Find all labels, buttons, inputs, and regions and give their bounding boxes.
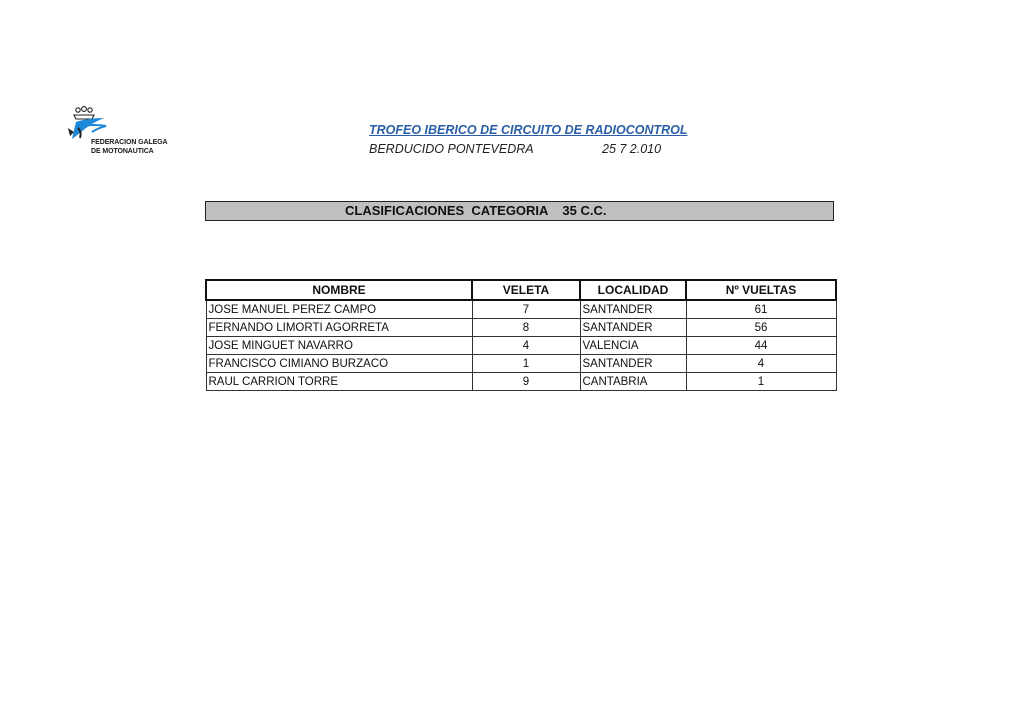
cell-veleta: 1 xyxy=(472,355,580,373)
event-location: BERDUCIDO PONTEVEDRA xyxy=(369,142,534,153)
logo-line-1: FEDERACION GALEGA xyxy=(91,139,168,146)
logo-text xyxy=(91,138,167,156)
header-localidad: LOCALIDAD xyxy=(580,280,686,300)
cell-vueltas: 56 xyxy=(686,319,836,337)
cell-veleta: 8 xyxy=(472,319,580,337)
cell-nombre: RAUL CARRION TORRE xyxy=(206,373,472,391)
table-header-row xyxy=(206,280,836,300)
category-heading: CLASIFICACIONES CATEGORIA 35 C.C. xyxy=(205,201,834,221)
results-table xyxy=(205,279,837,391)
header-vueltas: Nº VUELTAS xyxy=(686,280,836,300)
cell-vueltas: 61 xyxy=(686,300,836,319)
header-nombre: NOMBRE xyxy=(206,280,472,300)
cell-localidad: VALENCIA xyxy=(580,337,686,355)
page-title: TROFEO IBERICO DE CIRCUITO DE RADIOCONTROL xyxy=(369,123,688,137)
cell-vueltas: 1 xyxy=(686,373,836,391)
logo-line-2: DE MOTONAUTICA xyxy=(91,148,154,155)
cell-nombre: JOSE MINGUET NAVARRO xyxy=(206,337,472,355)
crown-wave-logo-icon xyxy=(64,106,120,140)
event-date: 25 7 2.010 xyxy=(602,142,662,153)
cell-localidad: CANTABRIA xyxy=(580,373,686,391)
federation-logo xyxy=(62,106,182,166)
cell-nombre: FERNANDO LIMORTI AGORRETA xyxy=(206,319,472,337)
cell-veleta: 7 xyxy=(472,300,580,319)
cell-localidad: SANTANDER xyxy=(580,300,686,319)
header-veleta: VELETA xyxy=(472,280,580,300)
cell-veleta: 9 xyxy=(472,373,580,391)
cell-veleta: 4 xyxy=(472,337,580,355)
cell-localidad: SANTANDER xyxy=(580,355,686,373)
table-row xyxy=(206,300,836,319)
cell-nombre: FRANCISCO CIMIANO BURZACO xyxy=(206,355,472,373)
event-location-date xyxy=(369,142,669,153)
cell-localidad: SANTANDER xyxy=(580,319,686,337)
cell-vueltas: 44 xyxy=(686,337,836,355)
cell-vueltas: 4 xyxy=(686,355,836,373)
table-row xyxy=(206,337,836,355)
table-row xyxy=(206,319,836,337)
cell-nombre: JOSE MANUEL PEREZ CAMPO xyxy=(206,300,472,319)
table-row xyxy=(206,355,836,373)
table-row xyxy=(206,373,836,391)
